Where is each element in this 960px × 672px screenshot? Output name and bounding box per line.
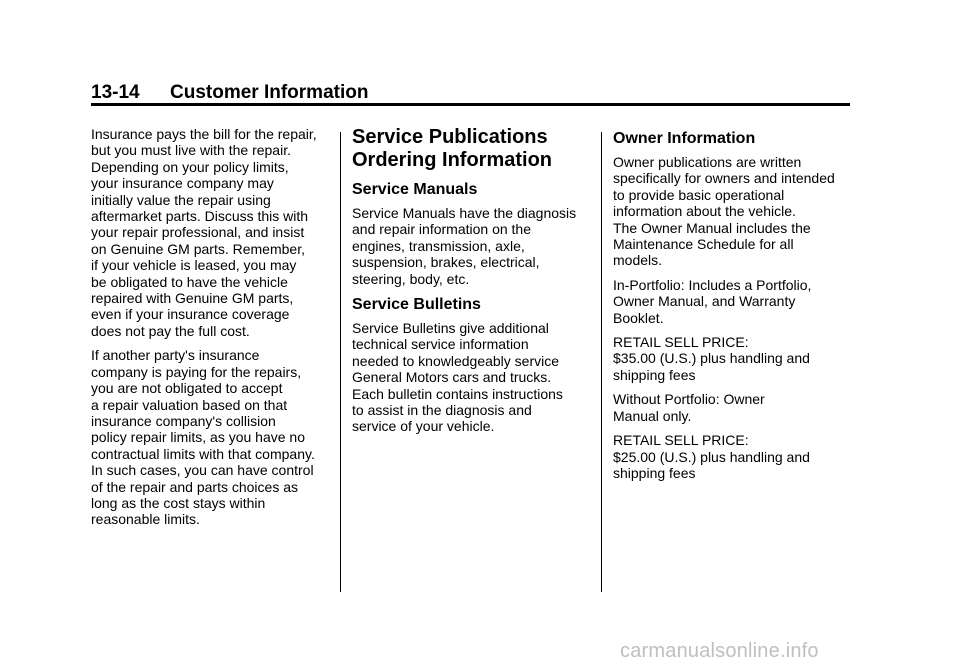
column-divider-1 [340, 132, 341, 592]
retail-price-1 [613, 334, 853, 383]
service-manuals-text [352, 205, 594, 287]
text-line: contractual limits with that company. [91, 445, 315, 462]
service-publications-title [352, 126, 594, 172]
service-manuals-heading: Service Manuals [352, 181, 478, 198]
retail-price-2 [613, 432, 853, 481]
text-line: Each bulletin contains instructions [352, 385, 563, 402]
text-line: If another party's insurance [91, 347, 260, 364]
text-line: suspension, brakes, electrical, [352, 254, 540, 271]
text-line: Insurance pays the bill for the repair, [91, 126, 317, 142]
text-line: In-Portfolio: Includes a Portfolio, [613, 276, 812, 293]
text-line: aftermarket parts. Discuss this with [91, 208, 309, 225]
text-line: needed to knowledgeably service [352, 352, 560, 369]
text-line: repaired with Genuine GM parts, [91, 290, 294, 307]
service-bulletins-text [352, 320, 594, 435]
text-line: steering, body, etc. [352, 270, 470, 287]
text-line: reasonable limits. [91, 511, 200, 528]
text-line: $25.00 (U.S.) plus handling and [613, 448, 810, 465]
text-line: models. [613, 252, 663, 269]
watermark-text: carmanualsonline.info [620, 640, 819, 662]
text-line: long as the cost stays within [91, 494, 266, 511]
text-line: Manual only. [613, 407, 692, 424]
text-line: company is paying for the repairs, [91, 363, 302, 380]
text-line: to provide basic operational [613, 186, 785, 203]
column-1 [91, 126, 331, 536]
text-line: Owner publications are written [613, 154, 802, 170]
text-line: you are not obligated to accept [91, 380, 283, 397]
text-line: be obligated to have the vehicle [91, 273, 288, 290]
text-line: policy repair limits, as you have no [91, 429, 305, 446]
column-2 [352, 126, 594, 443]
column-3 [613, 126, 853, 489]
text-line: General Motors cars and trucks. [352, 369, 552, 386]
paragraph-insurance-repair [91, 126, 331, 339]
text-line: Maintenance Schedule for all [613, 236, 794, 253]
text-line: even if your insurance coverage [91, 306, 290, 323]
paragraph-other-party [91, 347, 331, 527]
text-line: Service Manuals have the diagnosis [352, 205, 577, 221]
text-line: insurance company's collision [91, 412, 276, 429]
text-line: Owner Manual, and Warranty [613, 293, 796, 310]
text-line: In such cases, you can have control [91, 462, 314, 479]
text-line: information about the vehicle. [613, 203, 796, 220]
text-line: if your vehicle is leased, you may [91, 257, 297, 274]
column-divider-2 [601, 132, 602, 592]
text-line: shipping fees [613, 464, 696, 481]
text-line: RETAIL SELL PRICE: [613, 334, 749, 351]
text-line: Booklet. [613, 309, 664, 326]
text-line: Service Publications [352, 126, 548, 148]
section-title: Customer Information [170, 82, 369, 103]
text-line: does not pay the full cost. [91, 322, 250, 339]
owner-information-heading: Owner Information [613, 130, 756, 147]
text-line: Service Bulletins give additional [352, 320, 549, 337]
without-portfolio-text [613, 391, 853, 424]
text-line: RETAIL SELL PRICE: [613, 432, 749, 449]
text-line: initially value the repair using [91, 191, 271, 208]
service-bulletins-heading: Service Bulletins [352, 296, 481, 314]
text-line: your repair professional, and insist [91, 224, 305, 241]
text-line: of the repair and parts choices as [91, 478, 299, 495]
text-line: $35.00 (U.S.) plus handling and [613, 350, 810, 367]
text-line: shipping fees [613, 366, 696, 383]
text-line: engines, transmission, axle, [352, 237, 525, 254]
text-line: technical service information [352, 336, 529, 353]
text-line: your insurance company may [91, 175, 274, 192]
text-line: but you must live with the repair. [91, 142, 291, 159]
text-line: The Owner Manual includes the [613, 219, 811, 236]
text-line: a repair valuation based on that [91, 396, 288, 413]
header-rule [91, 103, 850, 106]
in-portfolio-text [613, 277, 853, 326]
text-line: Ordering Information [352, 149, 552, 171]
owner-publications-text [613, 154, 853, 269]
text-line: Without Portfolio: Owner [613, 391, 765, 408]
page-number: 13-14 [91, 82, 140, 103]
text-line: specifically for owners and intended [613, 170, 835, 187]
text-line: to assist in the diagnosis and [352, 402, 532, 419]
text-line: Depending on your policy limits, [91, 158, 289, 175]
text-line: and repair information on the [352, 221, 531, 238]
text-line: on Genuine GM parts. Remember, [91, 240, 305, 257]
text-line: service of your vehicle. [352, 418, 495, 435]
